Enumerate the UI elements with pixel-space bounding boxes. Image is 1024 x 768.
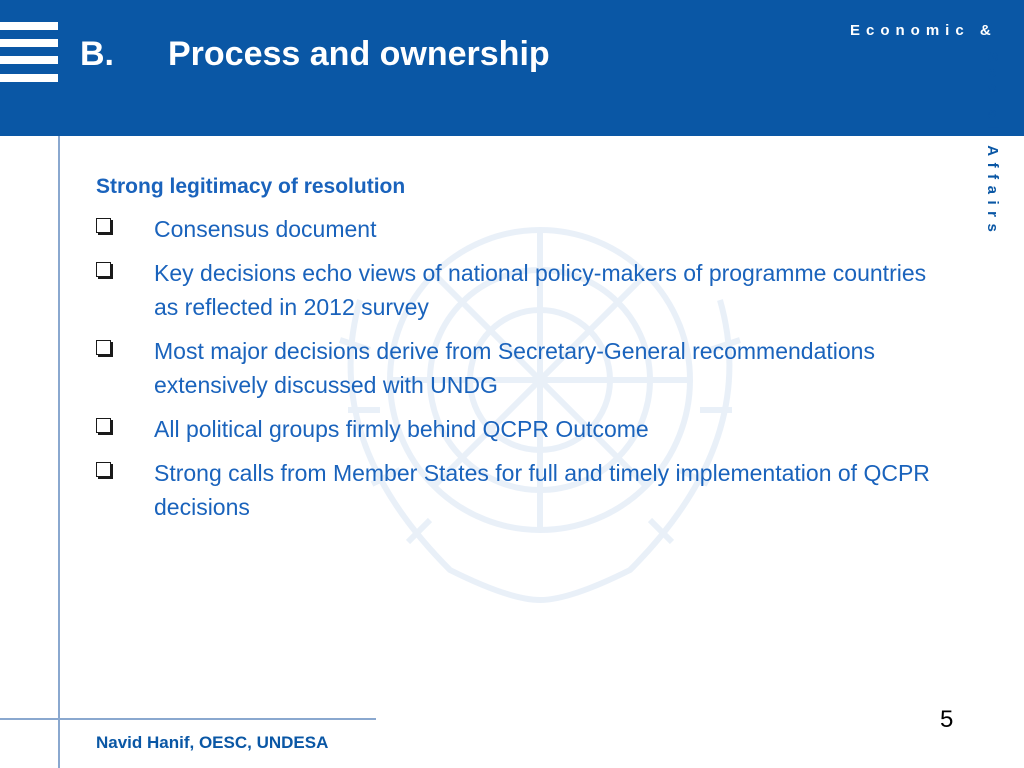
- org-name-line1: Economic &: [850, 22, 997, 39]
- footer-author: Navid Hanif, OESC, UNDESA: [96, 733, 329, 752]
- section-letter: B.: [80, 35, 114, 73]
- footer-divider: [0, 718, 376, 720]
- slide-title: [80, 30, 550, 78]
- checkbox-bullet-icon: [96, 262, 111, 277]
- checkbox-bullet-icon: [96, 462, 111, 477]
- org-name-line2: Social Affairs: [984, 52, 1001, 239]
- bullet-text: Consensus document: [154, 216, 377, 242]
- page-number: 5: [940, 706, 954, 733]
- section-heading: Strong legitimacy of resolution: [96, 175, 406, 198]
- list-item: [96, 212, 956, 246]
- left-divider: [58, 136, 60, 768]
- bullet-text: All political groups firmly behind QCPR Outcome: [154, 416, 649, 442]
- list-item: [96, 334, 956, 402]
- list-item: [96, 456, 956, 524]
- slide-body: [96, 172, 956, 534]
- title-text: Process and ownership: [168, 35, 550, 73]
- stripes-icon: [0, 22, 58, 82]
- checkbox-bullet-icon: [96, 218, 111, 233]
- list-item: [96, 412, 956, 446]
- checkbox-bullet-icon: [96, 340, 111, 355]
- bullet-list: [96, 212, 956, 524]
- checkbox-bullet-icon: [96, 418, 111, 433]
- bullet-text: Strong calls from Member States for full and timely implementation of QCPR decisions: [154, 460, 930, 520]
- list-item: [96, 256, 956, 324]
- bullet-text: Most major decisions derive from Secretary-General recommendations extensively discussed with UNDG: [154, 338, 875, 398]
- bullet-text: Key decisions echo views of national policy-makers of programme countries as reflected in 2012 survey: [154, 260, 927, 320]
